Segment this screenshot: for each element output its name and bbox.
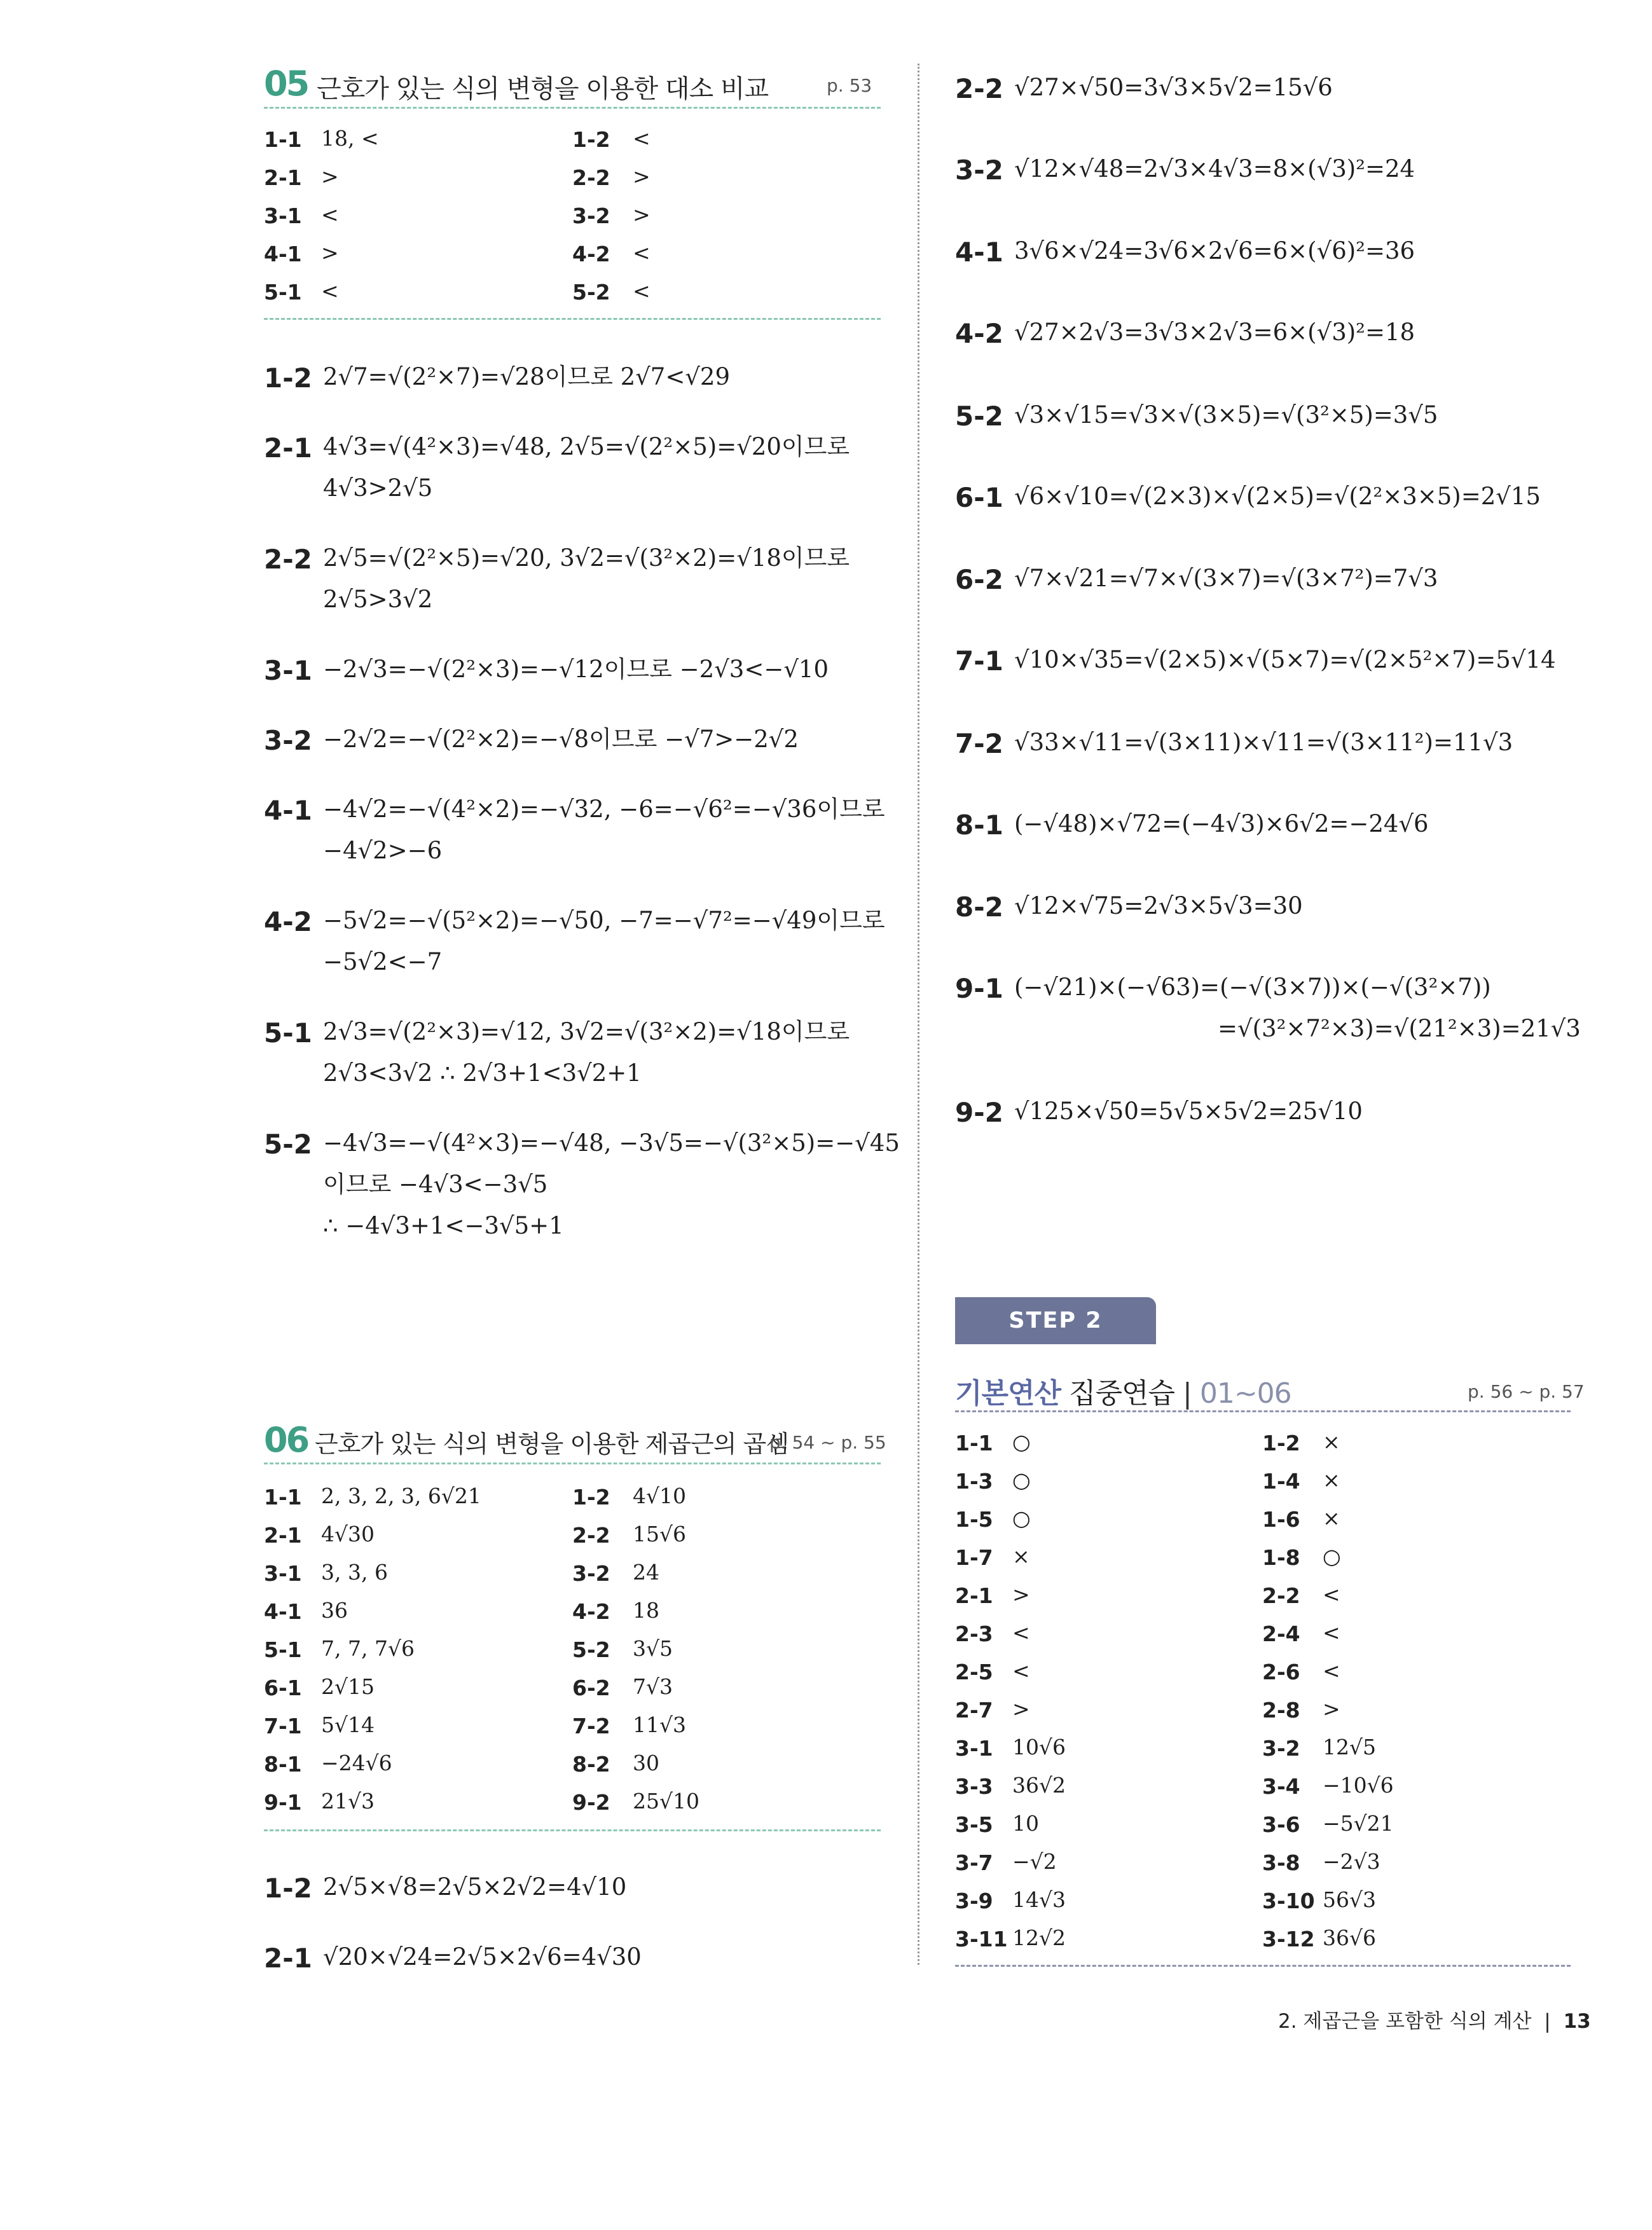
answer-label: 3-5: [955, 1812, 993, 1837]
solution-label: 6-1: [955, 482, 1003, 513]
solution-line: √27×√50=3√3×5√2=15√6: [1014, 74, 1333, 101]
solution-line: 2√3<3√2 ∴ 2√3+1<3√2+1: [323, 1059, 642, 1087]
answer-label: 2-1: [264, 1523, 302, 1548]
answer-value: −√2: [1012, 1849, 1057, 1874]
answer-value: 24: [633, 1560, 659, 1585]
answer-value: 18: [633, 1598, 659, 1623]
solution-line: 2√5>3√2: [323, 586, 433, 613]
section-05-title: 근호가 있는 식의 변형을 이용한 대소 비교: [317, 74, 769, 104]
answer-value: 2√15: [321, 1674, 375, 1699]
answer-value: 2, 3, 2, 3, 6√21: [321, 1483, 481, 1508]
solution-line: (−√21)×(−√63)=(−√(3×7))×(−√(3²×7)): [1014, 974, 1491, 1001]
answer-value: 7√3: [633, 1674, 673, 1699]
answer-label: 4-2: [572, 1599, 610, 1624]
answer-value: 30: [633, 1751, 659, 1775]
solution-line: √20×√24=2√5×2√6=4√30: [323, 1943, 642, 1971]
solution-line: √12×√48=2√3×4√3=8×(√3)²=24: [1014, 155, 1415, 182]
solution-label: 2-2: [264, 544, 312, 575]
answer-label: 5-2: [572, 280, 610, 305]
answer-label: 3-12: [1262, 1927, 1315, 1951]
solution-line: −2√2=−√(2²×2)=−√8이므로 −√7>−2√2: [323, 726, 799, 753]
solution-label: 4-2: [264, 906, 312, 937]
answer-value: ○: [1323, 1544, 1341, 1569]
answer-value: ○: [1012, 1429, 1031, 1454]
section-05-divider-top: [264, 107, 881, 109]
column-divider: [918, 64, 919, 1965]
answer-value: −10√6: [1323, 1773, 1394, 1798]
answer-label: 3-2: [572, 203, 610, 228]
answer-label: 2-1: [955, 1583, 993, 1608]
answer-value: <: [633, 279, 650, 303]
solution-line: 4√3=√(4²×3)=√48, 2√5=√(2²×5)=√20이므로: [323, 433, 850, 460]
answer-label: 1-6: [1262, 1507, 1300, 1532]
answer-label: 5-1: [264, 280, 302, 305]
step2-page-ref: p. 56 ~ p. 57: [1468, 1381, 1585, 1402]
solution-line: 4√3>2√5: [323, 474, 433, 502]
answer-value: >: [1012, 1582, 1030, 1607]
answer-label: 3-1: [264, 203, 302, 228]
solution-label: 3-2: [264, 725, 312, 756]
answer-value: >: [633, 202, 650, 227]
answer-value: <: [1323, 1658, 1340, 1683]
answer-value: 3, 3, 6: [321, 1560, 388, 1585]
solution-label: 4-2: [955, 318, 1003, 349]
answer-value: >: [321, 240, 339, 265]
section-06-title: 근호가 있는 식의 변형을 이용한 제곱근의 곱셈: [315, 1430, 788, 1458]
answer-label: 3-2: [1262, 1736, 1300, 1761]
section-05-number: 05: [264, 64, 308, 104]
solution-line: −5√2<−7: [323, 948, 443, 975]
answer-label: 3-3: [955, 1774, 993, 1799]
answer-value: <: [633, 126, 650, 151]
answer-label: 3-9: [955, 1889, 993, 1913]
solution-line: 2√5×√8=2√5×2√2=4√10: [323, 1873, 627, 1901]
answer-label: 8-2: [572, 1752, 610, 1777]
solution-line: 2√3=√(2²×3)=√12, 3√2=√(3²×2)=√18이므로: [323, 1018, 850, 1045]
solution-label: 1-2: [264, 1873, 312, 1904]
solution-line: −5√2=−√(5²×2)=−√50, −7=−√7²=−√49이므로: [323, 907, 885, 934]
solution-label: 9-1: [955, 973, 1003, 1004]
answer-label: 1-2: [1262, 1431, 1300, 1456]
answer-label: 1-5: [955, 1507, 993, 1532]
solution-label: 2-2: [955, 73, 1003, 104]
section-06-number: 06: [264, 1420, 308, 1460]
solution-label: 1-2: [264, 362, 312, 394]
solution-label: 9-2: [955, 1097, 1003, 1128]
answer-value: 4√10: [633, 1483, 687, 1508]
solution-label: 5-2: [264, 1129, 312, 1160]
answer-label: 1-3: [955, 1469, 993, 1494]
answer-label: 3-10: [1262, 1889, 1315, 1913]
answer-value: 7, 7, 7√6: [321, 1636, 415, 1661]
section-06-divider-top: [264, 1463, 881, 1464]
solution-line: −2√3=−√(2²×3)=−√12이므로 −2√3<−√10: [323, 656, 829, 683]
solution-line: (−√48)×√72=(−4√3)×6√2=−24√6: [1014, 810, 1429, 837]
answer-value: <: [633, 240, 650, 265]
solution-line: √10×√35=√(2×5)×√(5×7)=√(2×5²×7)=5√14: [1014, 646, 1556, 673]
step2-title-highlight: 기본연산: [955, 1377, 1061, 1410]
solution-label: 2-1: [264, 432, 312, 464]
answer-value: >: [321, 164, 339, 189]
answer-value: ×: [1012, 1544, 1030, 1569]
answer-value: 14√3: [1012, 1887, 1066, 1912]
answer-value: >: [1012, 1697, 1030, 1721]
answer-label: 2-2: [572, 1523, 610, 1548]
answer-value: 25√10: [633, 1789, 700, 1814]
step2-title-rest: 집중연습: [1061, 1377, 1175, 1410]
answer-label: 4-1: [264, 242, 302, 266]
answer-label: 5-2: [572, 1637, 610, 1662]
answer-value: 10√6: [1012, 1735, 1066, 1759]
answer-value: <: [1012, 1620, 1030, 1645]
solution-label: 5-2: [955, 401, 1003, 432]
answer-label: 6-2: [572, 1676, 610, 1700]
answer-label: 3-8: [1262, 1850, 1300, 1875]
answer-value: 12√2: [1012, 1925, 1066, 1950]
answer-value: 4√30: [321, 1522, 375, 1546]
solution-label: 3-2: [955, 155, 1003, 186]
answer-value: ×: [1323, 1468, 1340, 1492]
answer-label: 3-7: [955, 1850, 993, 1875]
answer-value: 36√6: [1323, 1925, 1377, 1950]
footer-separator: |: [1544, 2010, 1551, 2033]
solution-label: 7-2: [955, 728, 1003, 759]
answer-label: 8-1: [264, 1752, 302, 1777]
answer-label: 4-2: [572, 242, 610, 266]
solution-label: 4-1: [264, 795, 312, 826]
solution-label: 4-1: [955, 237, 1003, 268]
solution-line: =√(3²×7²×3)=√(21²×3)=21√3: [1218, 1015, 1581, 1042]
answer-label: 2-2: [572, 165, 610, 190]
answer-label: 1-7: [955, 1545, 993, 1570]
answer-label: 2-5: [955, 1660, 993, 1684]
answer-value: ○: [1012, 1468, 1031, 1492]
answer-label: 1-1: [264, 127, 302, 152]
answer-label: 1-4: [1262, 1469, 1300, 1494]
solution-line: √3×√15=√3×√(3×5)=√(3²×5)=3√5: [1014, 401, 1438, 429]
answer-value: −2√3: [1323, 1849, 1380, 1874]
answer-label: 2-4: [1262, 1621, 1300, 1646]
solution-label: 5-1: [264, 1017, 312, 1049]
answer-value: 11√3: [633, 1712, 687, 1737]
answer-label: 2-3: [955, 1621, 993, 1646]
answer-value: ×: [1323, 1506, 1340, 1531]
step2-divider-bottom: [955, 1965, 1571, 1967]
answer-label: 2-1: [264, 165, 302, 190]
solution-line: 3√6×√24=3√6×2√6=6×(√6)²=36: [1014, 237, 1415, 265]
solution-line: √33×√11=√(3×11)×√11=√(3×11²)=11√3: [1014, 729, 1513, 756]
answer-value: ×: [1323, 1429, 1340, 1454]
answer-label: 2-2: [1262, 1583, 1300, 1608]
solution-line: −4√2>−6: [323, 837, 443, 864]
solution-label: 7-1: [955, 645, 1003, 677]
answer-value: 56√3: [1323, 1887, 1377, 1912]
section-06-divider-bottom: [264, 1829, 881, 1831]
answer-label: 3-4: [1262, 1774, 1300, 1799]
answer-value: 36√2: [1012, 1773, 1066, 1798]
answer-label: 1-2: [572, 127, 610, 152]
answer-value: 3√5: [633, 1636, 673, 1661]
answer-label: 5-1: [264, 1637, 302, 1662]
solution-line: √6×√10=√(2×3)×√(2×5)=√(2²×3×5)=2√15: [1014, 483, 1541, 510]
answer-label: 3-11: [955, 1927, 1008, 1951]
answer-label: 1-2: [572, 1485, 610, 1510]
solution-label: 2-1: [264, 1943, 312, 1974]
answer-value: <: [1323, 1582, 1340, 1607]
answer-label: 4-1: [264, 1599, 302, 1624]
answer-label: 3-2: [572, 1561, 610, 1586]
answer-value: −5√21: [1323, 1811, 1394, 1836]
answer-label: 2-6: [1262, 1660, 1300, 1684]
solution-label: 6-2: [955, 564, 1003, 595]
solution-line: √27×2√3=3√3×2√3=6×(√3)²=18: [1014, 319, 1415, 346]
solution-line: −4√3=−√(4²×3)=−√48, −3√5=−√(3²×5)=−√45: [323, 1129, 900, 1157]
answer-value: <: [1012, 1658, 1030, 1683]
answer-value: 21√3: [321, 1789, 375, 1814]
answer-label: 7-2: [572, 1714, 610, 1738]
answer-value: <: [1323, 1620, 1340, 1645]
answer-label: 6-1: [264, 1676, 302, 1700]
section-05-divider-bottom: [264, 318, 881, 320]
answer-value: ○: [1012, 1506, 1031, 1531]
answer-value: 10: [1012, 1811, 1039, 1836]
solution-label: 8-2: [955, 891, 1003, 923]
answer-label: 2-7: [955, 1698, 993, 1723]
answer-label: 1-1: [264, 1485, 302, 1510]
answer-label: 3-6: [1262, 1812, 1300, 1837]
solution-line: ∴ −4√3+1<−3√5+1: [323, 1212, 564, 1239]
answer-label: 3-1: [955, 1736, 993, 1761]
solution-line: −4√2=−√(4²×2)=−√32, −6=−√6²=−√36이므로: [323, 795, 885, 823]
solution-line: √12×√75=2√3×5√3=30: [1014, 892, 1303, 919]
answer-label: 1-8: [1262, 1545, 1300, 1570]
answer-value: −24√6: [321, 1751, 392, 1775]
answer-value: <: [321, 202, 339, 227]
answer-label: 1-1: [955, 1431, 993, 1456]
answer-value: 15√6: [633, 1522, 687, 1546]
answer-label: 7-1: [264, 1714, 302, 1738]
step2-badge: STEP 2: [955, 1297, 1156, 1344]
section-06-page-ref: p. 54 ~ p. 55: [769, 1432, 886, 1453]
answer-value: 12√5: [1323, 1735, 1377, 1759]
answer-value: 18, <: [321, 126, 379, 151]
answer-value: <: [321, 279, 339, 303]
solution-label: 3-1: [264, 655, 312, 686]
solution-line: 이므로 −4√3<−3√5: [323, 1171, 548, 1198]
answer-value: >: [1323, 1697, 1340, 1721]
solution-line: 2√5=√(2²×5)=√20, 3√2=√(3²×2)=√18이므로: [323, 544, 850, 572]
footer-chapter: 2. 제곱근을 포함한 식의 계산: [1278, 2010, 1532, 2033]
solution-line: 2√7=√(2²×7)=√28이므로 2√7<√29: [323, 363, 730, 390]
answer-value: 5√14: [321, 1712, 375, 1737]
step2-title-range: 01~06: [1199, 1377, 1291, 1410]
answer-value: 36: [321, 1598, 348, 1623]
solution-label: 8-1: [955, 809, 1003, 841]
solution-line: √125×√50=5√5×5√2=25√10: [1014, 1098, 1363, 1125]
answer-label: 9-2: [572, 1790, 610, 1815]
answer-value: >: [633, 164, 650, 189]
footer-page-number: 13: [1563, 2010, 1591, 2033]
answer-label: 9-1: [264, 1790, 302, 1815]
answer-label: 2-8: [1262, 1698, 1300, 1723]
step2-divider-top: [955, 1410, 1571, 1412]
solution-line: √7×√21=√7×√(3×7)=√(3×7²)=7√3: [1014, 565, 1438, 592]
answer-label: 3-1: [264, 1561, 302, 1586]
footer: [1278, 2005, 1591, 2034]
section-05-page-ref: p. 53: [827, 75, 872, 96]
step2-title: 기본연산 집중연습 | 01~06: [955, 1377, 1291, 1410]
